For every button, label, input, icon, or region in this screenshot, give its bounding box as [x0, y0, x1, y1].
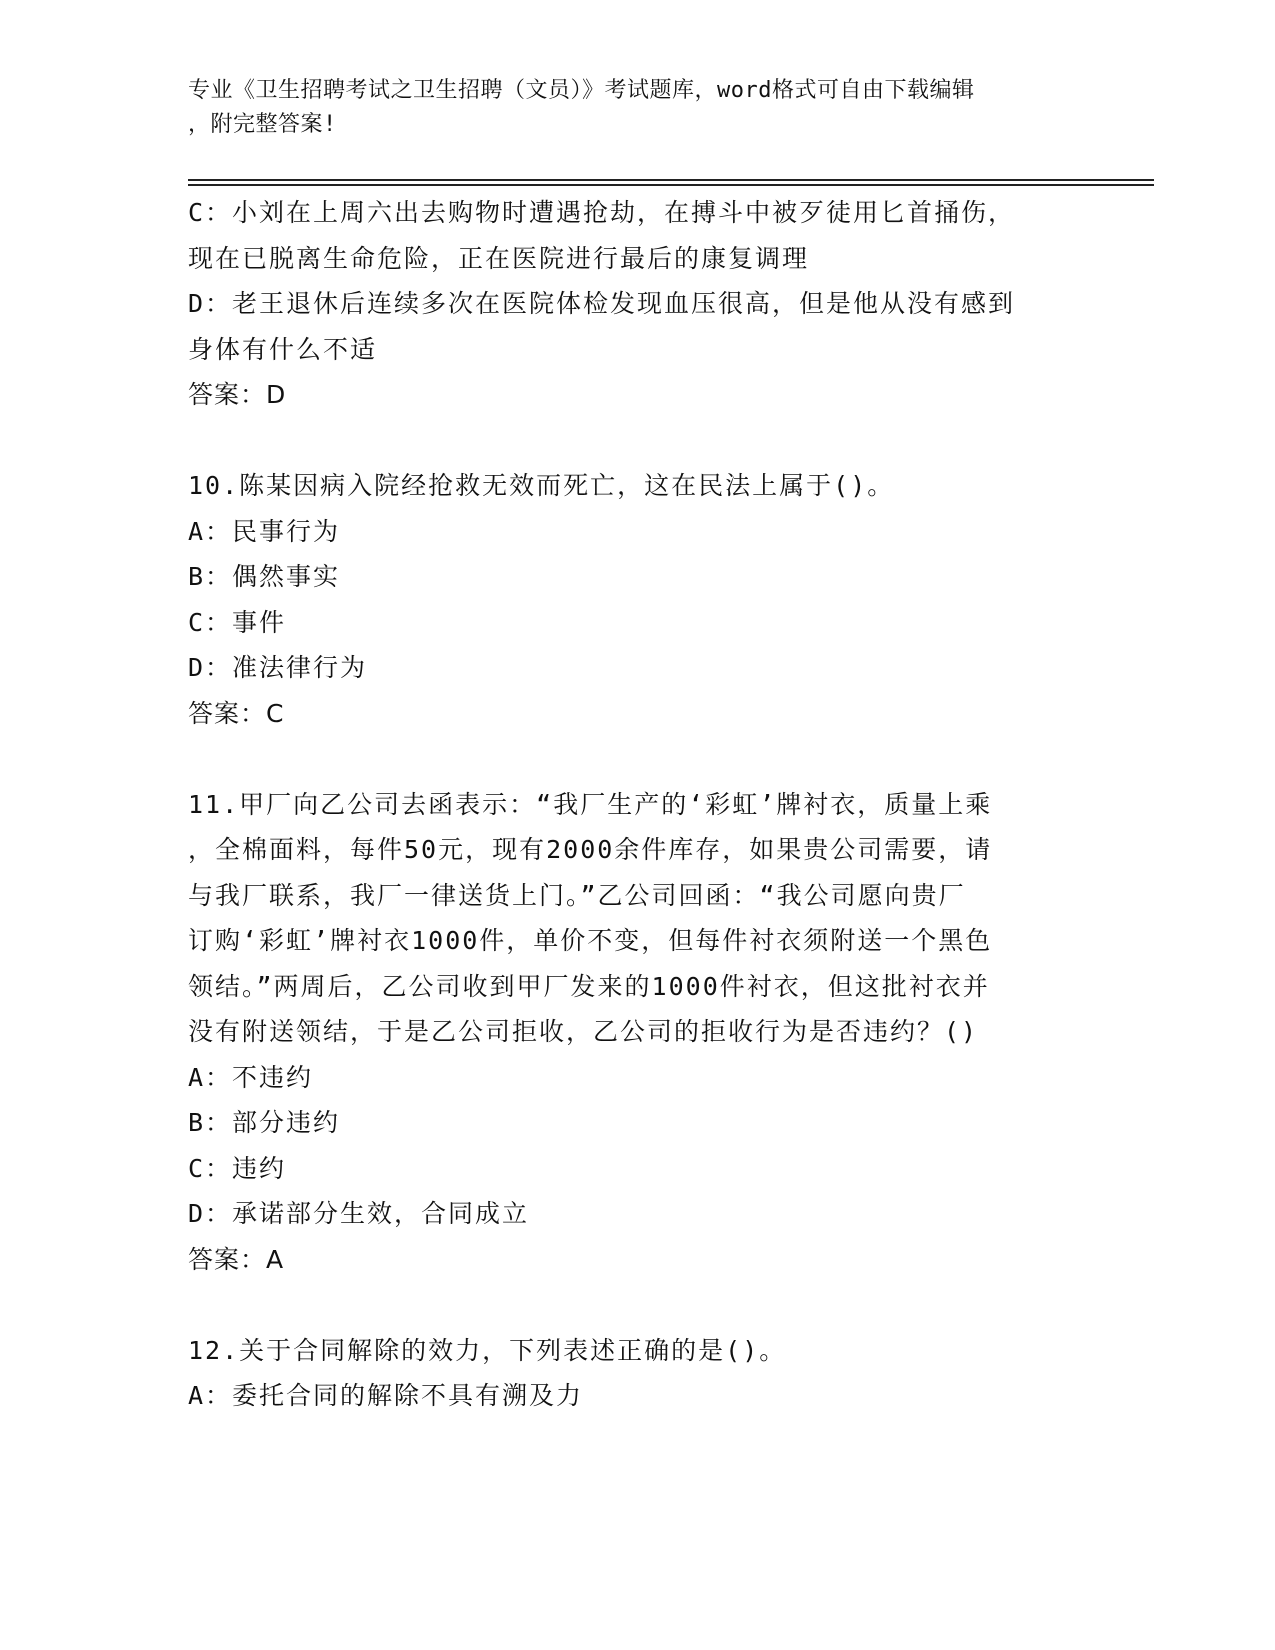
q9-answer: 答案：D — [188, 380, 287, 409]
header-divider-bottom — [188, 184, 1154, 186]
q9-option-d-line-1: D：老王退休后连续多次在医院体检发现血压很高，但是他从没有感到 — [188, 289, 1016, 318]
question-11 — [188, 782, 1088, 1283]
q11-option-d: D：承诺部分生效，合同成立 — [188, 1199, 530, 1228]
question-12 — [188, 1328, 1088, 1419]
q10-option-b: B：偶然事实 — [188, 562, 341, 591]
spacer — [188, 736, 1088, 782]
q11-question-line: 与我厂联系，我厂一律送货上门。”乙公司回函：“我公司愿向贵厂 — [188, 880, 966, 910]
q11-question-line: 没有附送领结，于是乙公司拒收，乙公司的拒收行为是否违约？() — [188, 1017, 979, 1046]
q9-option-d-line-2: 身体有什么不适 — [188, 334, 378, 364]
spacer — [188, 1282, 1088, 1328]
question-10 — [188, 463, 1088, 736]
q12-question: 12.关于合同解除的效力，下列表述正确的是()。 — [188, 1335, 787, 1365]
q9-option-c-line-1: C：小刘在上周六出去购物时遭遇抢劫，在搏斗中被歹徒用匕首捅伤， — [188, 198, 1016, 227]
question-content — [188, 190, 1088, 1419]
header-line-2: ，附完整答案! — [188, 112, 337, 137]
q11-answer: 答案：A — [188, 1244, 285, 1274]
q11-question-line: 11.甲厂向乙公司去函表示：“我厂生产的‘彩虹’牌衬衣，质量上乘 — [188, 789, 993, 819]
q11-question-line: ，全棉面料，每件50元，现有2000余件库存，如果贵公司需要，请 — [188, 835, 993, 864]
q11-question-line: 领结。”两周后，乙公司收到甲厂发来的1000件衬衣，但这批衬衣并 — [188, 971, 990, 1001]
q11-option-a: A：不违约 — [188, 1062, 314, 1092]
q12-option-a: A：委托合同的解除不具有溯及力 — [188, 1381, 584, 1410]
q11-option-c: C：违约 — [188, 1153, 287, 1183]
q10-answer: 答案：C — [188, 698, 285, 728]
q10-option-c: C：事件 — [188, 607, 287, 637]
document-header — [188, 74, 1068, 142]
header-divider-top — [188, 179, 1154, 181]
header-line-1: 专业《卫生招聘考试之卫生招聘（文员）》考试题库，word格式可自由下载编辑 — [188, 78, 975, 103]
q10-question: 10.陈某因病入院经抢救无效而死亡，这在民法上属于()。 — [188, 471, 895, 500]
spacer — [188, 418, 1088, 464]
q10-option-d: D：准法律行为 — [188, 653, 368, 682]
q11-question-line: 订购‘彩虹’牌衬衣1000件，单价不变，但每件衬衣须附送一个黑色 — [188, 926, 993, 955]
q11-option-b: B：部分违约 — [188, 1108, 341, 1137]
q9-option-c-line-2: 现在已脱离生命危险，正在医院进行最后的康复调理 — [188, 243, 810, 273]
question-9 — [188, 190, 1088, 418]
q10-option-a: A：民事行为 — [188, 516, 341, 546]
